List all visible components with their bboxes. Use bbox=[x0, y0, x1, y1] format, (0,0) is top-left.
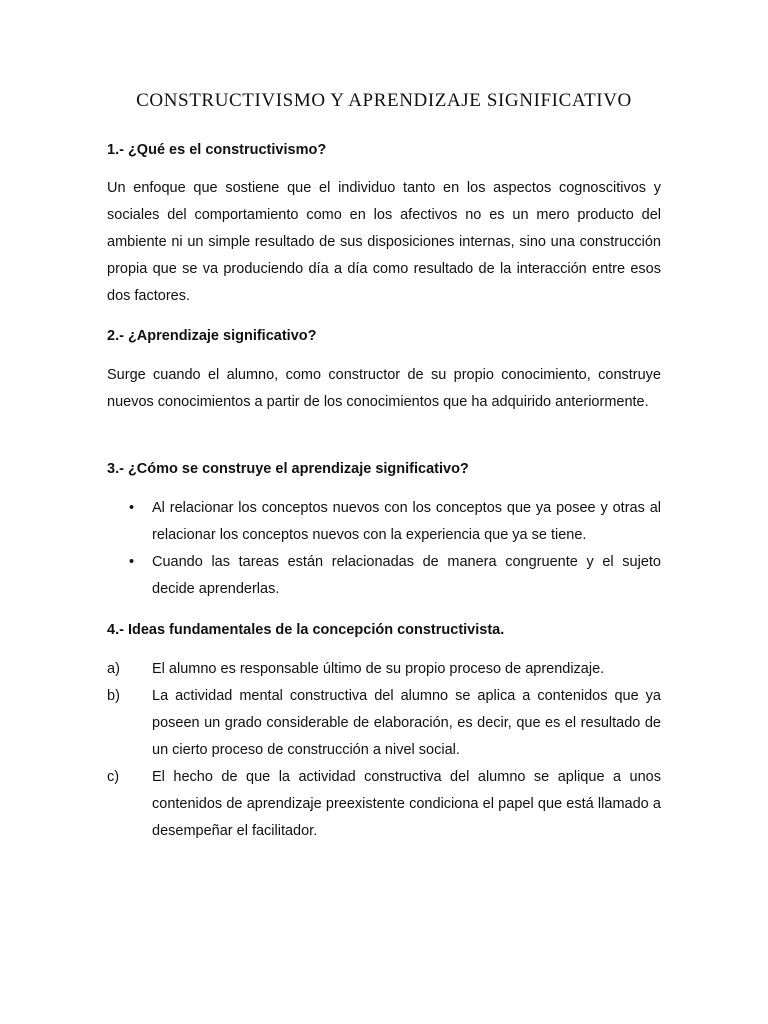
list-item bbox=[107, 656, 661, 683]
list-item-text: El hecho de que la actividad constructiva del alumno se aplique a unos contenidos de aprendizaje preexistente condiciona el papel que está llamado a desempeñar el facilitador. bbox=[152, 769, 661, 839]
list-marker: c) bbox=[107, 769, 120, 785]
section-4-ordered-list bbox=[107, 656, 661, 845]
list-marker: a) bbox=[107, 661, 120, 677]
list-item bbox=[107, 549, 661, 603]
list-item bbox=[107, 764, 661, 845]
section-2-heading: 2.- ¿Aprendizaje significativo? bbox=[107, 328, 317, 344]
section-1-heading: 1.- ¿Qué es el constructivismo? bbox=[107, 142, 327, 158]
list-item bbox=[107, 683, 661, 764]
list-item-text: El alumno es responsable último de su propio proceso de aprendizaje. bbox=[152, 661, 605, 677]
bullet-marker: • bbox=[129, 500, 135, 516]
section-3-heading: 3.- ¿Cómo se construye el aprendizaje significativo? bbox=[107, 461, 469, 477]
list-item-text: Cuando las tareas están relacionadas de manera congruente y el sujeto decide aprenderlas. bbox=[152, 554, 661, 597]
section-4-heading: 4.- Ideas fundamentales de la concepción constructivista. bbox=[107, 622, 505, 638]
section-1-paragraph: Un enfoque que sostiene que el individuo tanto en los aspectos cognoscitivos y sociales del comportamiento como en los afectivos no es un mero producto del ambiente ni un simple resultado de sus disposiciones internas, sino una construcción propia que se va produciendo día a día como resultado de la interacción entre esos dos factores. bbox=[107, 180, 661, 304]
bullet-marker: • bbox=[129, 554, 135, 570]
document-title: CONSTRUCTIVISMO Y APRENDIZAJE SIGNIFICATIVO bbox=[136, 90, 632, 111]
list-item-text: La actividad mental constructiva del alumno se aplica a contenidos que ya poseen un grado considerable de elaboración, es decir, que es el resultado de un cierto proceso de construcción a nivel social. bbox=[152, 688, 661, 758]
section-3-bullet-list bbox=[107, 495, 661, 603]
list-item bbox=[107, 495, 661, 549]
section-2-paragraph: Surge cuando el alumno, como constructor de su propio conocimiento, construye nuevos conocimientos a partir de los conocimientos que ha adquirido anteriormente. bbox=[107, 367, 661, 410]
list-marker: b) bbox=[107, 688, 120, 704]
list-item-text: Al relacionar los conceptos nuevos con los conceptos que ya posee y otras al relacionar los conceptos nuevos con la experiencia que ya se tiene. bbox=[152, 500, 661, 543]
